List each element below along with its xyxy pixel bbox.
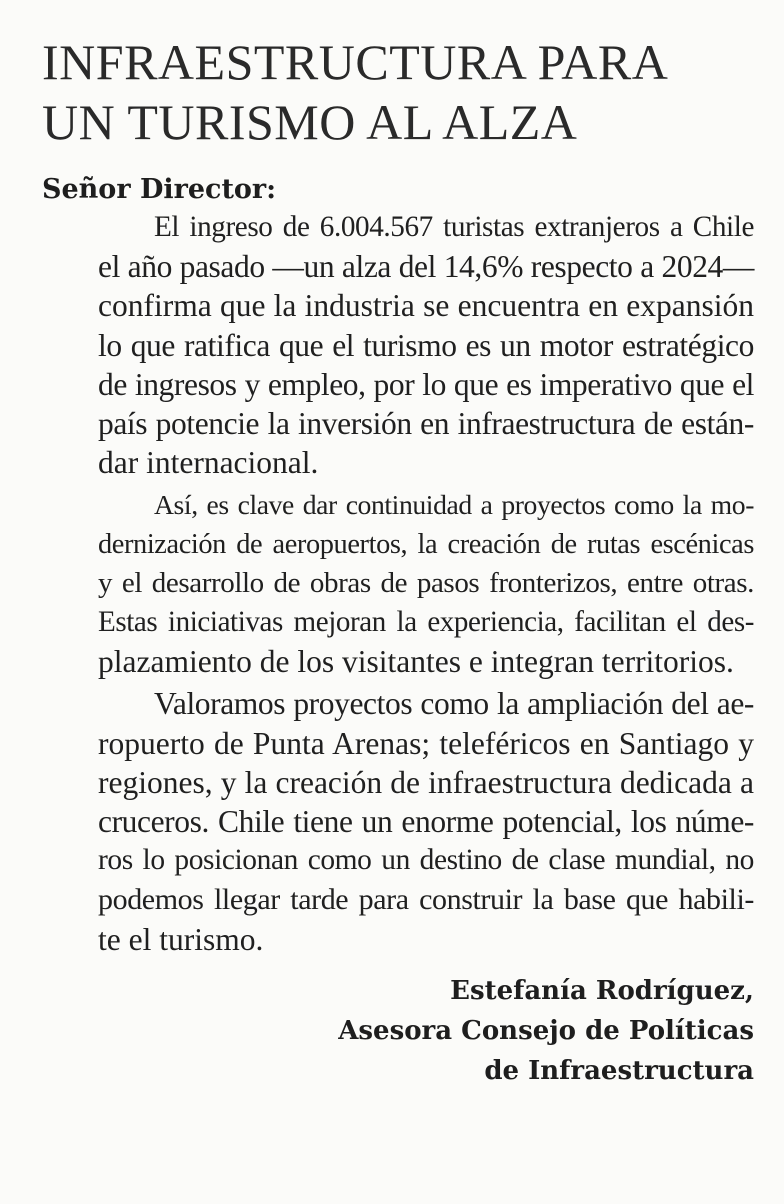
text-line: país potencie la inversión en infraestructura de están- <box>98 406 754 442</box>
text-line: de ingresos y empleo, por lo que es imperativo que el <box>98 366 754 402</box>
paragraph-1 <box>42 208 754 482</box>
salutation: Señor Director: <box>42 174 277 205</box>
signature-organization: de Infraestructura <box>484 1055 754 1086</box>
text-line: ros lo posicionan como un destino de clase mundial, no <box>98 844 754 877</box>
paragraph-2 <box>42 485 754 681</box>
text-line: plazamiento de los visitantes e integran territorios. <box>98 644 734 680</box>
text-line: ropuerto de Punta Arenas; teleféricos en Santiago y <box>98 725 754 761</box>
text-line: lo que ratifica que el turismo es un motor estratégico <box>98 327 754 363</box>
signature-name: Estefanía Rodríguez, <box>450 975 754 1006</box>
text-line: dar internacional. <box>98 445 319 481</box>
headline <box>42 32 754 152</box>
text-line: Así, es clave dar continuidad a proyectos como la mo- <box>154 489 754 521</box>
text-line: confirma que la industria se encuentra en expansión <box>98 288 754 324</box>
text-line: El ingreso de 6.004.567 turistas extranjeros a Chile <box>154 211 754 243</box>
text-line: regiones, y la creación de infraestructura dedicada a <box>98 764 754 800</box>
text-line: cruceros. Chile tiene un enorme potencial, los núme- <box>98 804 754 840</box>
text-line: Estas iniciativas mejoran la experiencia, facilitan el des- <box>98 606 754 639</box>
paragraph-3 <box>42 684 754 958</box>
headline-line: INFRAESTRUCTURA PARA <box>42 34 669 90</box>
text-line: y el desarrollo de obras de pasos fronterizos, entre otras. <box>98 566 754 599</box>
letter-page <box>42 32 754 1091</box>
text-line: te el turismo. <box>98 921 264 957</box>
signature-block <box>42 971 754 1091</box>
headline-line: UN TURISMO AL ALZA <box>42 94 578 150</box>
signature-title: Asesora Consejo de Políticas <box>338 1015 754 1046</box>
text-line: el año pasado —un alza del 14,6% respecto a 2024— <box>98 249 754 285</box>
text-line: Valoramos proyectos como la ampliación del ae- <box>154 686 754 722</box>
letter-body <box>42 208 754 959</box>
text-line: podemos llegar tarde para construir la base que habili- <box>98 883 754 917</box>
text-line: dernización de aeropuertos, la creación de rutas escénicas <box>98 528 754 560</box>
